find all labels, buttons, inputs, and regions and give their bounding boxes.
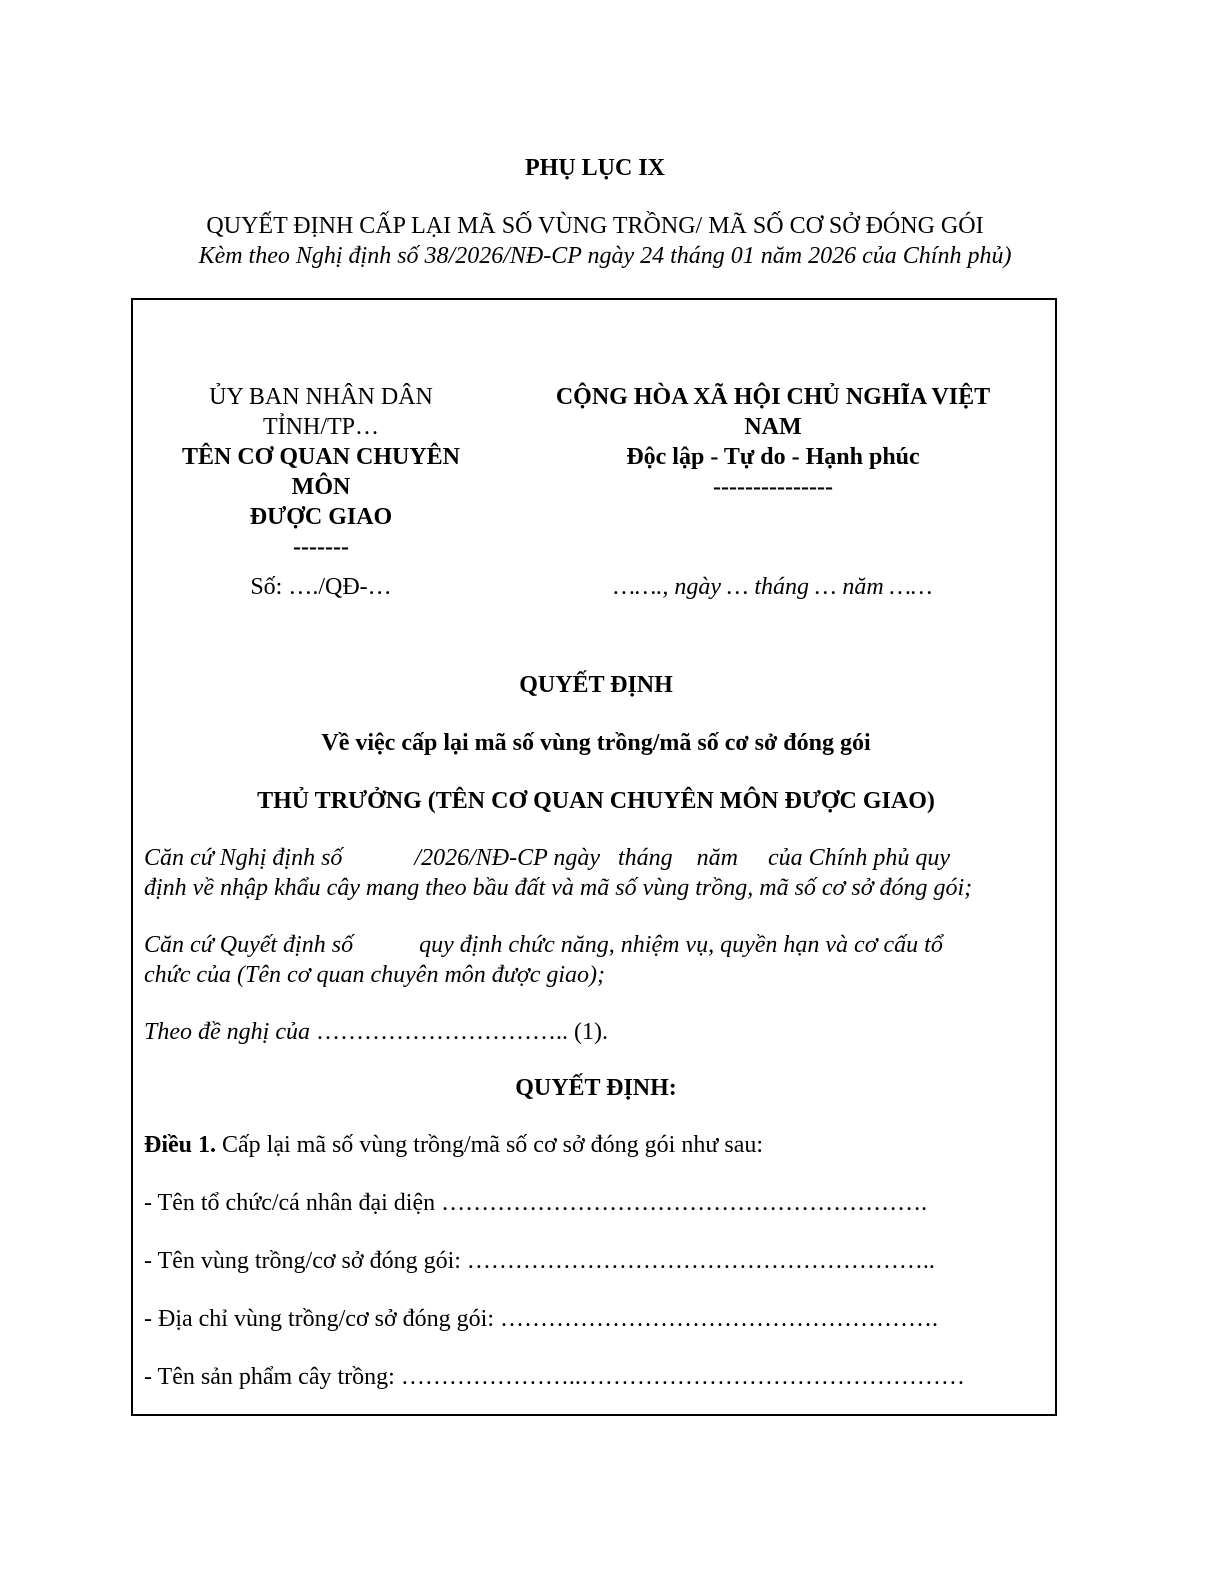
basis-decree-line-2: định về nhập khẩu cây mang theo bầu đất và mã số vùng trồng, mã số cơ sở đóng gói; (144, 875, 973, 901)
decision-type-title: QUYẾT ĐỊNH CẤP LẠI MÃ SỐ VÙNG TRỒNG/ MÃ SỐ CƠ SỞ ĐÓNG GÓI (206, 213, 984, 239)
issuing-agency-block (153, 382, 489, 562)
article-1-label: Điều 1. (144, 1132, 216, 1158)
field-growing-area-name: - Tên vùng trồng/cơ sở đóng gói: ………………………………………………….. (144, 1248, 935, 1274)
basis-decision-line-2: chức của (Tên cơ quan chuyên môn được giao); (144, 962, 605, 988)
basis-decree-paragraph (144, 843, 1044, 903)
document-date: ……., ngày … tháng … năm …… (613, 574, 933, 600)
agency-separator: ------- (293, 534, 349, 560)
attachment-note: Kèm theo Nghị định số 38/2026/NĐ-CP ngày 24 tháng 01 năm 2026 của Chính phủ) (198, 243, 1012, 269)
republic-separator: --------------- (713, 474, 833, 500)
agency-line-1: ỦY BAN NHÂN DÂN (209, 384, 433, 410)
decision-form-box (131, 298, 1057, 1416)
appendix-title: PHỤ LỤC IX (524, 155, 665, 181)
final-decision-heading: QUYẾT ĐỊNH: (515, 1075, 677, 1101)
republic-line-1: CỘNG HÒA XÃ HỘI CHỦ NGHĨA VIỆT (555, 384, 991, 410)
decision-subject: Về việc cấp lại mã số vùng trồng/mã số cơ sở đóng gói (321, 730, 871, 756)
field-growing-area-address: - Địa chỉ vùng trồng/cơ sở đóng gói: ………………………………………………. (144, 1306, 939, 1332)
agency-line-5: ĐƯỢC GIAO (249, 504, 393, 530)
basis-decree-line-1: Căn cứ Nghị định số /2026/NĐ-CP ngày tháng năm của Chính phủ quy (144, 845, 950, 871)
proposal-line (144, 1017, 1044, 1047)
authority-heading: THỦ TRƯỞNG (TÊN CƠ QUAN CHUYÊN MÔN ĐƯỢC GIAO) (257, 788, 935, 814)
article-1-text: Cấp lại mã số vùng trồng/mã số cơ sở đóng gói như sau: (216, 1132, 764, 1158)
field-crop-product-name: - Tên sản phẩm cây trồng: …………………..………………………………………… (144, 1364, 965, 1390)
field-org-representative: - Tên tổ chức/cá nhân đại diện ……………………………………………………. (144, 1190, 928, 1216)
proposal-prefix: Theo đề nghị của (144, 1019, 310, 1045)
document-number: Số: …./QĐ-… (250, 574, 392, 600)
agency-line-2: TỈNH/TP… (263, 414, 379, 440)
agency-line-3: TÊN CƠ QUAN CHUYÊN (181, 444, 460, 470)
article-1 (144, 1130, 1049, 1160)
agency-line-4: MÔN (291, 474, 351, 500)
basis-decision-line-1: Căn cứ Quyết định số quy định chức năng, nhiệm vụ, quyền hạn và cơ cấu tổ (144, 932, 943, 958)
decision-heading: QUYẾT ĐỊNH (519, 672, 673, 698)
republic-header-block (528, 382, 1018, 502)
republic-line-2: NAM (744, 414, 802, 440)
republic-motto: Độc lập - Tự do - Hạnh phúc (626, 444, 920, 470)
proposal-suffix: ………………………….. (1). (309, 1019, 608, 1045)
basis-decision-paragraph (144, 930, 1044, 990)
